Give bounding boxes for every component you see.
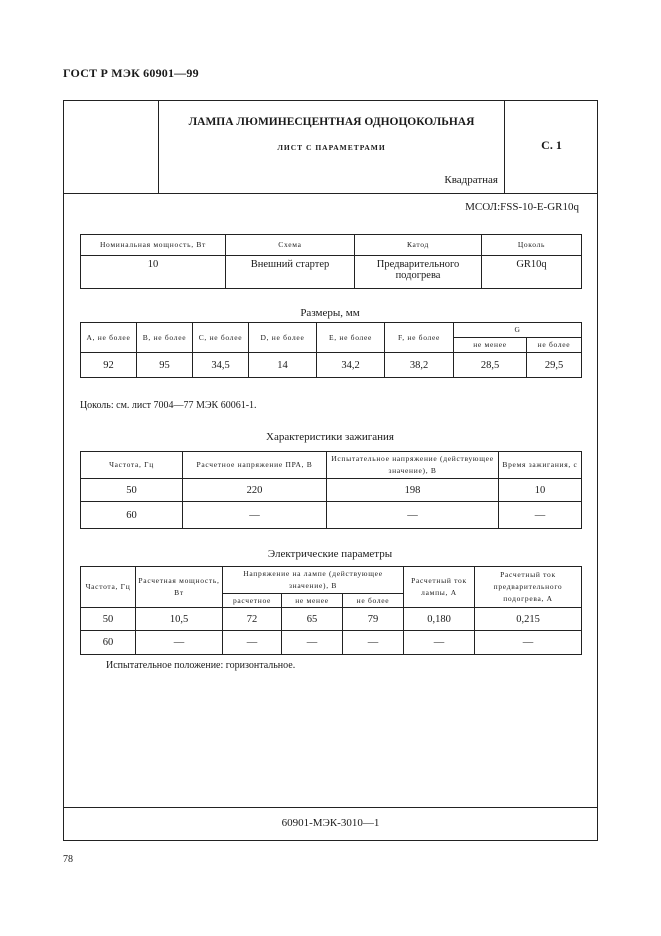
value-dim-g-max: 29,5 xyxy=(527,353,582,378)
dimensions-caption: Размеры, мм xyxy=(300,307,360,319)
ign-row1-test-voltage: 198 xyxy=(327,479,499,502)
table-row xyxy=(81,608,582,631)
header-el-voltage-min: не менее xyxy=(282,594,343,608)
header-dim-c: C, не более xyxy=(193,323,249,353)
el-row1-lamp-current: 0,180 xyxy=(404,608,475,631)
value-dim-b: 95 xyxy=(137,353,193,378)
lamp-designation: МСОЛ:FSS-10-E-GR10q xyxy=(465,201,579,213)
header-el-voltage-rated: расчетное xyxy=(223,594,282,608)
el-row2-voltage-rated: — xyxy=(223,631,282,655)
header-el-lamp-current: Расчетный ток лампы, А xyxy=(404,567,475,608)
el-row2-voltage-max: — xyxy=(343,631,404,655)
header-dim-a: A, не более xyxy=(81,323,137,353)
header-dim-e: E, не более xyxy=(317,323,385,353)
value-cap: GR10q xyxy=(482,256,582,289)
dimensions-table xyxy=(80,322,582,378)
ign-row1-ballast-voltage: 220 xyxy=(183,479,327,502)
ign-row2-frequency: 60 xyxy=(81,502,183,529)
el-row2-power: — xyxy=(136,631,223,655)
ign-row2-time: — xyxy=(499,502,582,529)
test-position-note: Испытательное положение: горизонтальное. xyxy=(106,660,296,671)
ign-row1-time: 10 xyxy=(499,479,582,502)
sheet-code: 60901-МЭК-3010—1 xyxy=(281,817,380,829)
el-row1-frequency: 50 xyxy=(81,608,136,631)
header-ign-ballast-voltage: Расчетное напряжение ПРА, В xyxy=(183,452,327,479)
lamp-shape: Квадратная xyxy=(444,174,498,186)
header-ign-frequency: Частота, Гц xyxy=(81,452,183,479)
header-el-voltage-max: не более xyxy=(343,594,404,608)
cap-note: Цоколь: см. лист 7004—77 МЭК 60061-1. xyxy=(80,400,257,411)
sheet-title: ЛАМПА ЛЮМИНЕСЦЕНТНАЯ ОДНОЦОКОЛЬНАЯ xyxy=(188,116,475,128)
value-dim-d: 14 xyxy=(249,353,317,378)
el-row1-voltage-min: 65 xyxy=(282,608,343,631)
header-ign-time: Время зажигания, с xyxy=(499,452,582,479)
value-cathode: Предварительного подогрева xyxy=(355,256,482,289)
value-dim-a: 92 xyxy=(81,353,137,378)
ign-row2-test-voltage: — xyxy=(327,502,499,529)
value-circuit: Внешний стартер xyxy=(226,256,355,289)
general-table xyxy=(80,234,582,289)
header-el-preheat-current: Расчетный ток предварительного подогрева, А xyxy=(475,567,582,608)
electrical-table xyxy=(80,566,582,655)
header-el-power: Расчетная мощность, Вт xyxy=(136,567,223,608)
header-dim-b: B, не более xyxy=(137,323,193,353)
value-dim-c: 34,5 xyxy=(193,353,249,378)
header-nominal-power: Номинальная мощность, Вт xyxy=(81,235,226,256)
page-number: 78 xyxy=(63,854,73,865)
header-dim-f: F, не более xyxy=(385,323,454,353)
sheet-number-cell xyxy=(504,100,597,193)
value-dim-e: 34,2 xyxy=(317,353,385,378)
table-row xyxy=(81,502,582,529)
sheet-number: С. 1 xyxy=(541,138,562,152)
el-row2-lamp-current: — xyxy=(404,631,475,655)
value-dim-g-min: 28,5 xyxy=(454,353,527,378)
ign-row2-ballast-voltage: — xyxy=(183,502,327,529)
table-row xyxy=(81,631,582,655)
header-cap: Цоколь xyxy=(482,235,582,256)
header-el-voltage: Напряжение на лампе (действующее значение), В xyxy=(223,567,404,594)
title-block-left-cell xyxy=(63,100,159,193)
header-dim-g-max: не более xyxy=(527,338,582,353)
header-dim-g: G xyxy=(454,323,582,338)
value-dim-f: 38,2 xyxy=(385,353,454,378)
ignition-table xyxy=(80,451,582,529)
ign-row1-frequency: 50 xyxy=(81,479,183,502)
table-row xyxy=(81,479,582,502)
el-row2-voltage-min: — xyxy=(282,631,343,655)
el-row1-power: 10,5 xyxy=(136,608,223,631)
title-block xyxy=(63,100,598,194)
ignition-caption: Характеристики зажигания xyxy=(266,431,394,443)
header-circuit: Схема xyxy=(226,235,355,256)
el-row2-frequency: 60 xyxy=(81,631,136,655)
footer-divider xyxy=(63,807,598,808)
header-el-frequency: Частота, Гц xyxy=(81,567,136,608)
sheet-subtitle: ЛИСТ С ПАРАМЕТРАМИ xyxy=(277,143,386,152)
header-dim-d: D, не более xyxy=(249,323,317,353)
header-ign-test-voltage: Испытательное напряжение (действующее значение), В xyxy=(327,452,499,479)
document-standard-header: ГОСТ Р МЭК 60901—99 xyxy=(63,66,199,80)
header-cathode: Катод xyxy=(355,235,482,256)
value-nominal-power: 10 xyxy=(81,256,226,289)
electrical-caption: Электрические параметры xyxy=(267,548,393,560)
el-row1-preheat-current: 0,215 xyxy=(475,608,582,631)
el-row2-preheat-current: — xyxy=(475,631,582,655)
el-row1-voltage-rated: 72 xyxy=(223,608,282,631)
el-row1-voltage-max: 79 xyxy=(343,608,404,631)
header-dim-g-min: не менее xyxy=(454,338,527,353)
